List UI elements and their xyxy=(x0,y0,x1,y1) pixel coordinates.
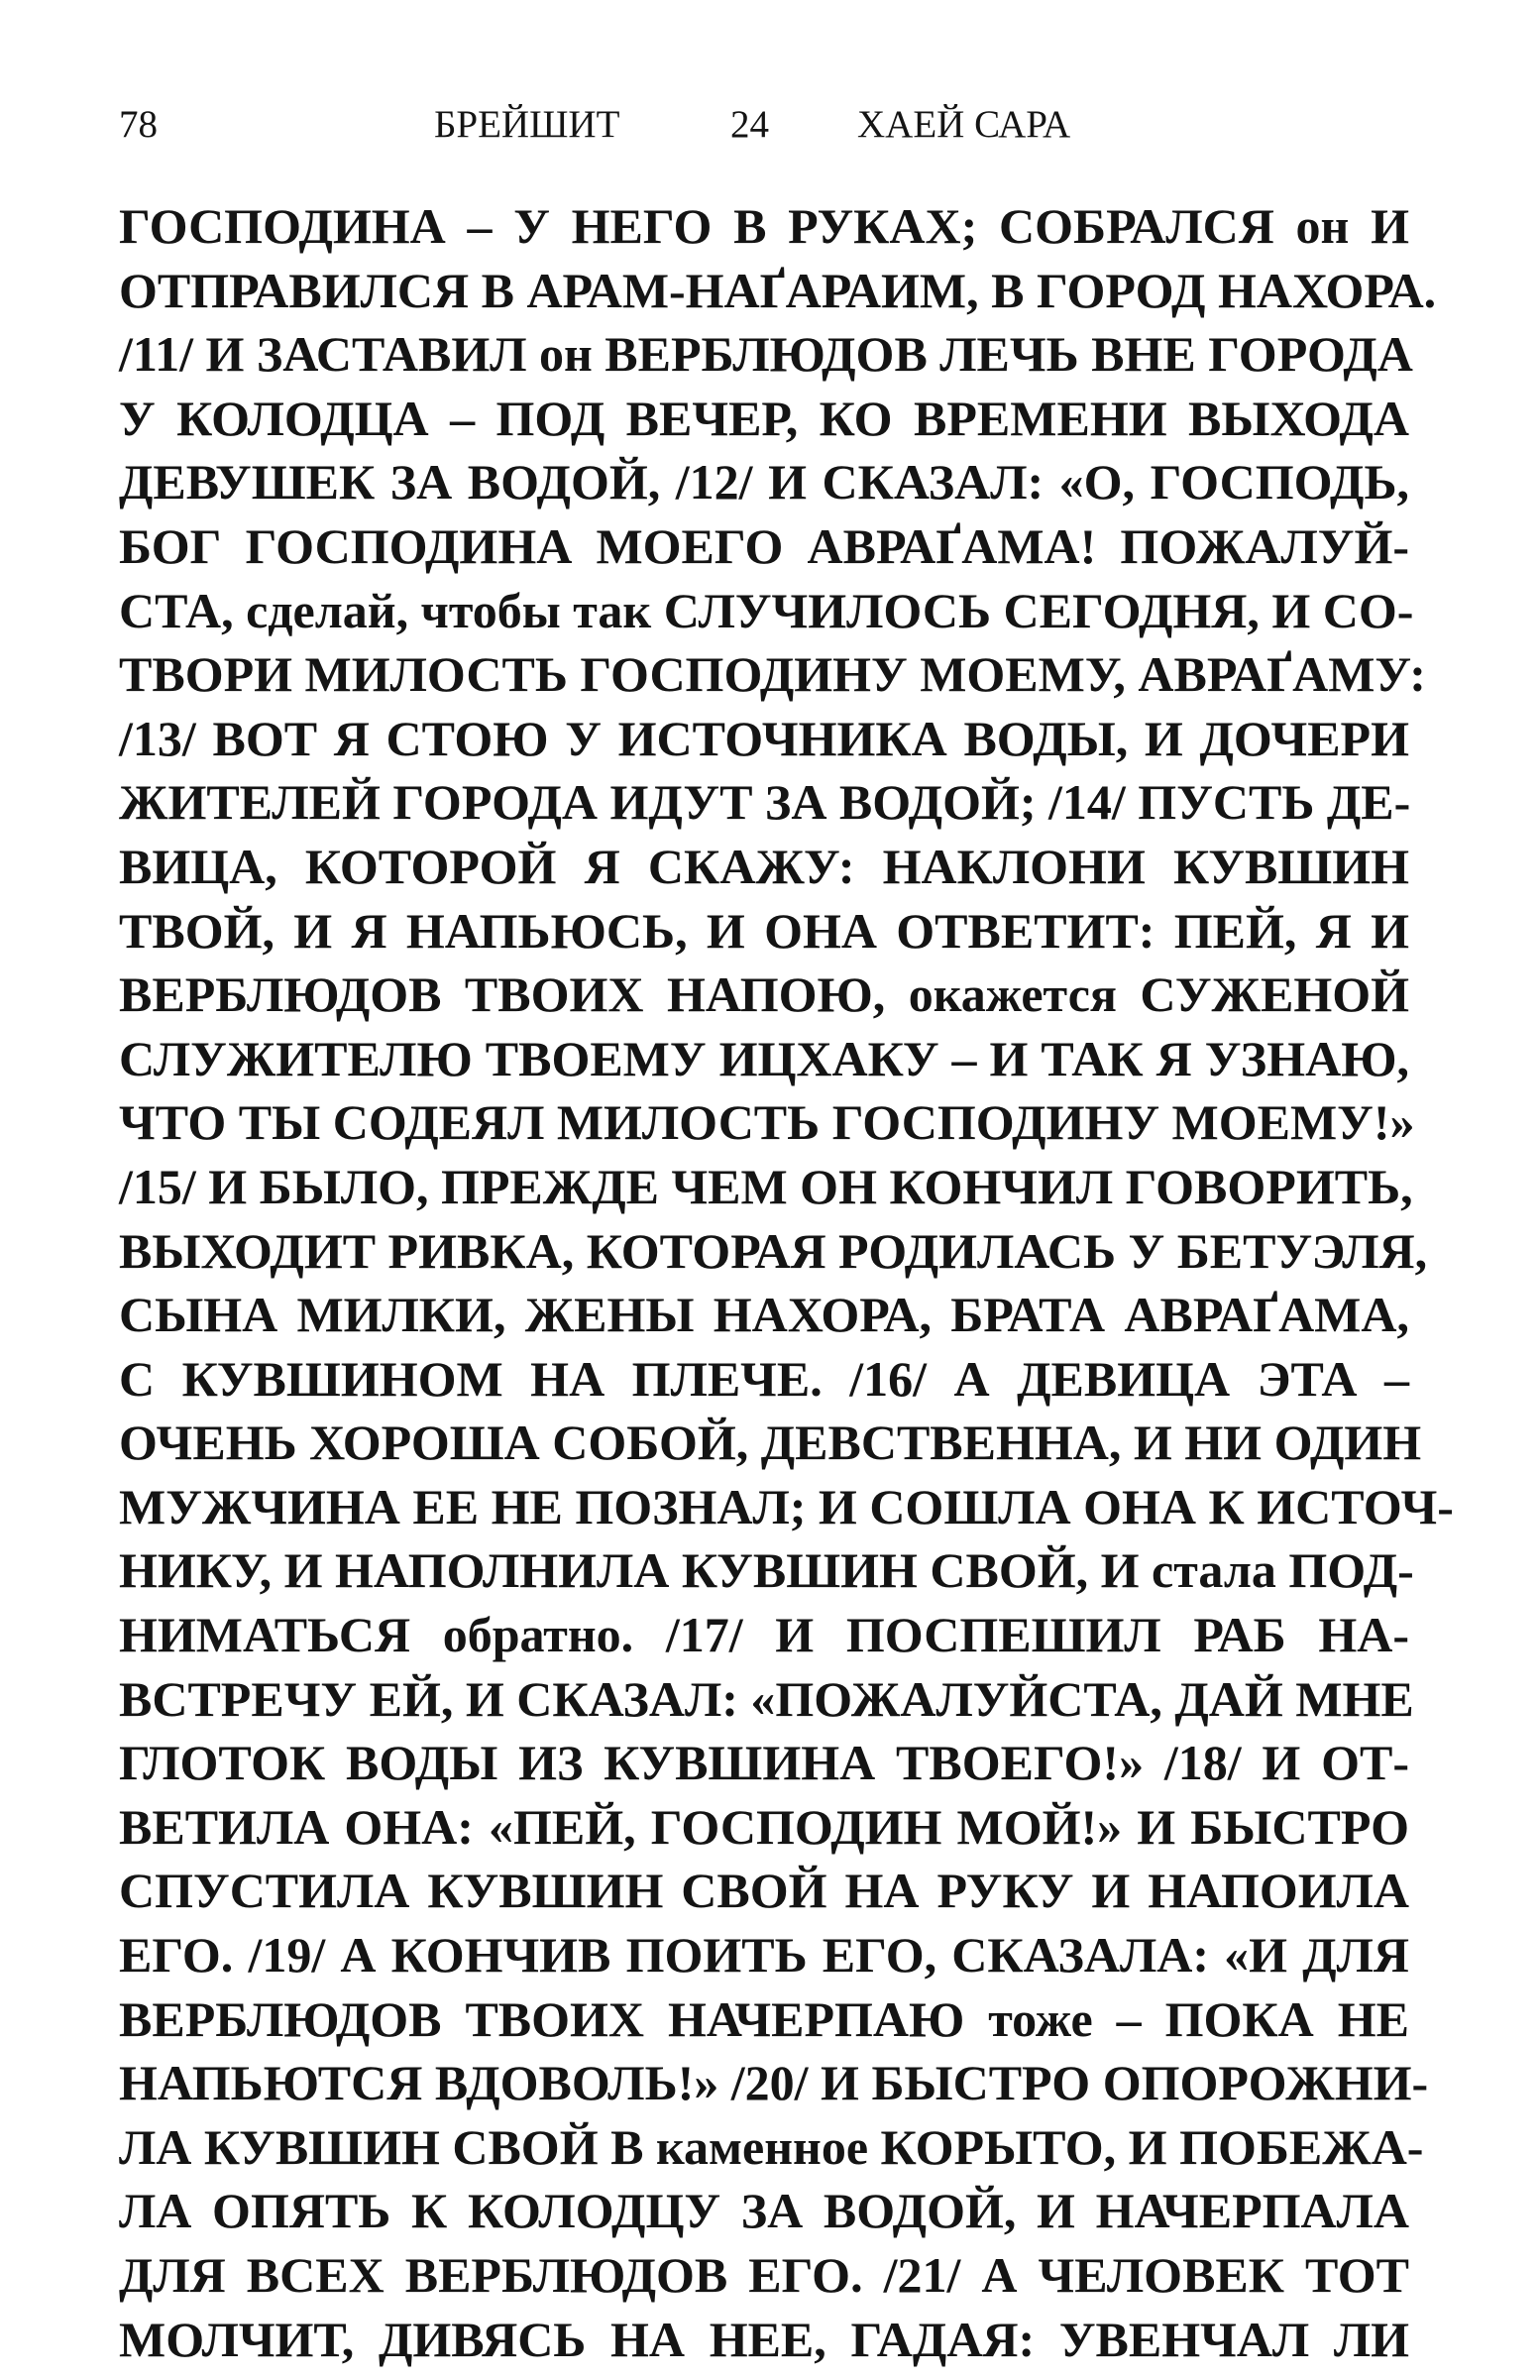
text-line: /11/ И ЗАСТАВИЛ он ВЕРБЛЮДОВ ЛЕЧЬ ВНЕ ГОРОДА xyxy=(119,326,1413,383)
text-line: С КУВШИНОМ НА ПЛЕЧЕ. /16/ А ДЕВИЦА ЭТА – xyxy=(119,1350,1409,1407)
text-line: СЫНА МИЛКИ, ЖЕНЫ НАХОРА, БРАТА АВРАҐАМА, xyxy=(119,1287,1409,1343)
text-line: ЕГО. /19/ А КОНЧИВ ПОИТЬ ЕГО, СКАЗАЛА: «И ДЛЯ xyxy=(119,1927,1409,1983)
text-line: СТА, сделай, чтобы так СЛУЧИЛОСЬ СЕГОДНЯ, И СО- xyxy=(119,582,1414,638)
text-line: ТВОРИ МИЛОСТЬ ГОСПОДИНУ МОЕМУ, АВРАҐАМУ: xyxy=(119,646,1426,703)
text-line: ОЧЕНЬ ХОРОША СОБОЙ, ДЕВСТВЕННА, И НИ ОДИН xyxy=(119,1415,1422,1471)
text-line: МОЛЧИТ, ДИВЯСЬ НА НЕЕ, ГАДАЯ: УВЕНЧАЛ ЛИ xyxy=(119,2311,1409,2367)
text-line: ОТПРАВИЛСЯ В АРАМ-НАҐАРАИМ, В ГОРОД НАХОРА. xyxy=(119,262,1437,318)
text-line: ДЛЯ ВСЕХ ВЕРБЛЮДОВ ЕГО. /21/ А ЧЕЛОВЕК ТОТ xyxy=(119,2247,1409,2303)
text-line: ЧТО ТЫ СОДЕЯЛ МИЛОСТЬ ГОСПОДИНУ МОЕМУ!» xyxy=(119,1094,1415,1151)
running-header xyxy=(119,95,1110,155)
text-line: МУЖЧИНА ЕЕ НЕ ПОЗНАЛ; И СОШЛА ОНА К ИСТОЧ- xyxy=(119,1478,1454,1534)
text-line: БОГ ГОСПОДИНА МОЕГО АВРАҐАМА! ПОЖАЛУЙ- xyxy=(119,517,1409,574)
portion-title: ХАЕЙ САРА xyxy=(857,103,1071,146)
book-title: БРЕЙШИТ xyxy=(434,103,620,146)
body-text xyxy=(119,194,1454,2371)
text-line: ВЕТИЛА ОНА: «ПЕЙ, ГОСПОДИН МОЙ!» И БЫСТРО xyxy=(119,1798,1409,1855)
text-line: У КОЛОДЦА – ПОД ВЕЧЕР, КО ВРЕМЕНИ ВЫХОДА xyxy=(119,390,1409,446)
text-line: НИМАТЬСЯ обратно. /17/ И ПОСПЕШИЛ РАБ НА- xyxy=(119,1607,1409,1663)
text-line: ГОСПОДИНА – У НЕГО В РУКАХ; СОБРАЛСЯ он И xyxy=(119,198,1409,254)
text-line: СПУСТИЛА КУВШИН СВОЙ НА РУКУ И НАПОИЛА xyxy=(119,1863,1409,1919)
page-number: 78 xyxy=(119,103,158,146)
text-line: ЖИТЕЛЕЙ ГОРОДА ИДУТ ЗА ВОДОЙ; /14/ ПУСТЬ ДЕ- xyxy=(119,774,1411,831)
text-line: ТВОЙ, И Я НАПЬЮСЬ, И ОНА ОТВЕТИТ: ПЕЙ, Я И xyxy=(119,902,1409,959)
text-line: ЛА КУВШИН СВОЙ В каменное КОРЫТО, И ПОБЕЖА- xyxy=(119,2118,1424,2175)
chapter-number: 24 xyxy=(730,103,769,146)
text-line: ВИЦА, КОТОРОЙ Я СКАЖУ: НАКЛОНИ КУВШИН xyxy=(119,838,1409,894)
text-line: /13/ ВОТ Я СТОЮ У ИСТОЧНИКА ВОДЫ, И ДОЧЕРИ xyxy=(119,710,1409,766)
text-line: СЛУЖИТЕЛЮ ТВОЕМУ ИЦХАКУ – И ТАК Я УЗНАЮ, xyxy=(119,1030,1409,1086)
text-line: НИКУ, И НАПОЛНИЛА КУВШИН СВОЙ, И стала ПОД- xyxy=(119,1542,1414,1599)
text-line: ВЕРБЛЮДОВ ТВОИХ НАПОЮ, окажется СУЖЕНОЙ xyxy=(119,966,1409,1023)
text-line: ДЕВУШЕК ЗА ВОДОЙ, /12/ И СКАЗАЛ: «О, ГОСПОДЬ, xyxy=(119,454,1409,510)
text-line: ВЫХОДИТ РИВКА, КОТОРАЯ РОДИЛАСЬ У БЕТУЭЛЯ, xyxy=(119,1222,1428,1279)
text-line: НАПЬЮТСЯ ВДОВОЛЬ!» /20/ И БЫСТРО ОПОРОЖНИ- xyxy=(119,2055,1429,2111)
text-line: ВСТРЕЧУ ЕЙ, И СКАЗАЛ: «ПОЖАЛУЙСТА, ДАЙ МНЕ xyxy=(119,1670,1414,1727)
text-line: ВЕРБЛЮДОВ ТВОИХ НАЧЕРПАЮ тоже – ПОКА НЕ xyxy=(119,1990,1409,2047)
text-line: ЛА ОПЯТЬ К КОЛОДЦУ ЗА ВОДОЙ, И НАЧЕРПАЛА xyxy=(119,2183,1409,2239)
text-line: /15/ И БЫЛО, ПРЕЖДЕ ЧЕМ ОН КОНЧИЛ ГОВОРИТЬ, xyxy=(119,1158,1413,1214)
text-line: ГЛОТОК ВОДЫ ИЗ КУВШИНА ТВОЕГО!» /18/ И ОТ- xyxy=(119,1735,1409,1791)
